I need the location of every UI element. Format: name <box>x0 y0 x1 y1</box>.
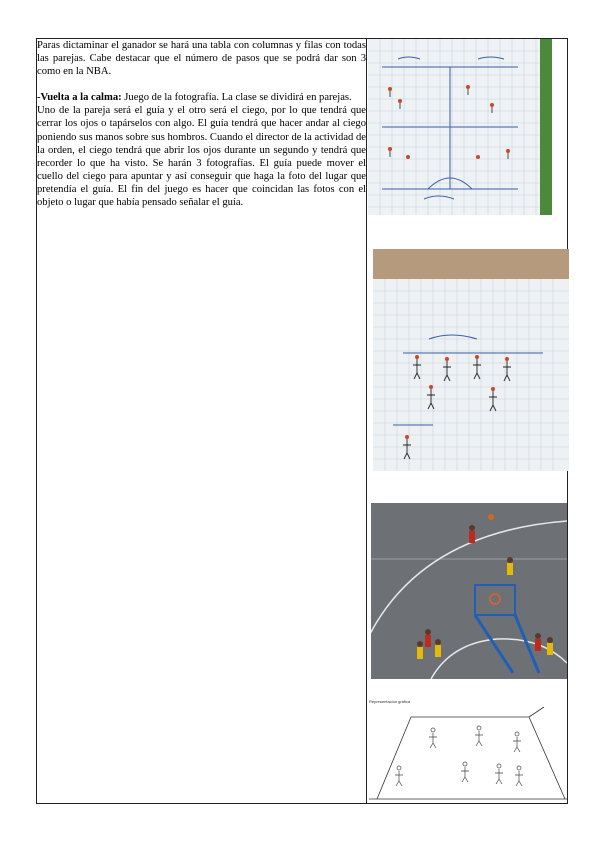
text-column <box>37 39 366 209</box>
page-table <box>36 38 568 804</box>
paragraph-calma <box>37 91 366 104</box>
spacer <box>37 78 366 91</box>
court-drawing <box>369 697 567 803</box>
notebook-sketch-1 <box>368 39 552 215</box>
drawing-caption: Representación gráfica <box>369 699 411 704</box>
image-column <box>367 39 569 803</box>
calma-heading: -Vuelta a la calma: <box>37 92 122 104</box>
notebook-sketch-2 <box>373 249 569 471</box>
paragraph-scoring: Paras dictaminar el ganador se hará una tabla con columnas y filas con todas las parejas. Cabe destacar que el número de pasos que se podrá dar son 3 como en la NBA. <box>37 40 366 78</box>
paragraph-game-rules: Uno de la pareja será el guía y el otro será el ciego, por lo que tendrá que cerrar los ojos o tapárselos con algo. El guía tendrá que hacer andar al ciego poniendo sus manos sobre sus hombros. Cuando el director de la actividad de la orden, el ciego tendrá que abrir los ojos durante un segundo y tendrá que recorder lo que ha visto. Se harán 3 fotografías. El guía puede mover el cuello del ciego para apuntar y así conseguir que haga la foto del lugar que pretendía el guía. El fin del juego es hacer que coincidan las fotos con el objeto o lugar que había pensado señalar el guía. <box>37 105 366 209</box>
basketball-photo <box>371 503 567 679</box>
calma-intro: Juego de la fotografía. La clase se dividirá en parejas. <box>121 92 352 104</box>
